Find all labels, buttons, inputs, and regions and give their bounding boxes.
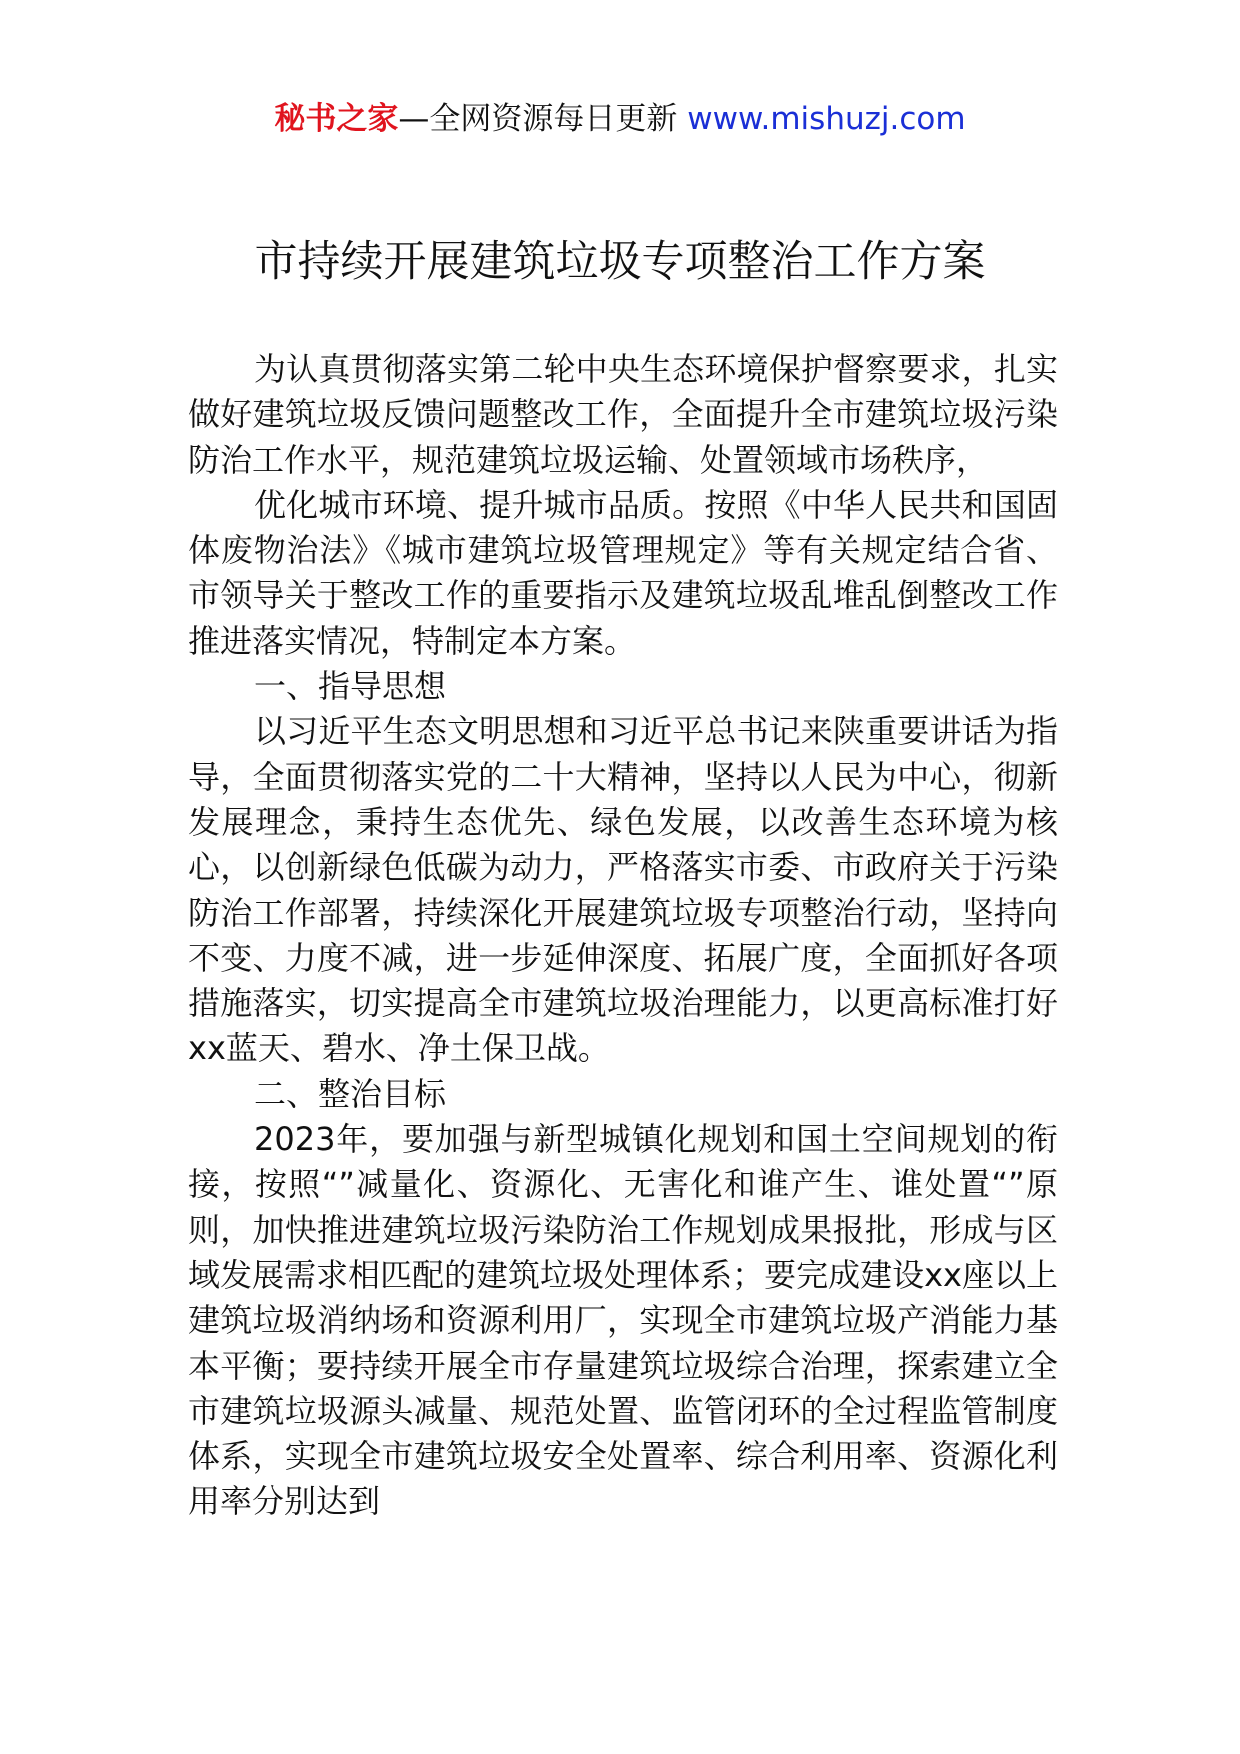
paragraph-targets: 2023年，要加强与新型城镇化规划和国土空间规划的衔接，按照“”减量化、资源化、无害化和谁产生、谁处置“”原则，加快推进建筑垃圾污染防治工作规划成果报批，形成与区域发展需求相匹配的建筑垃圾处理体系；要完成建设xx座以上建筑垃圾消纳场和资源利用厂，实现全市建筑垃圾产消能力基本平衡；要持续开展全市存量建筑垃圾综合治理，探索建立全市建筑垃圾源头减量、规范处置、监管闭环的全过程监管制度体系，实现全市建筑垃圾安全处置率、综合利用率、资源化利用率分别达到: [188, 1120, 1058, 1521]
paragraph-guiding-ideology: 以习近平生态文明思想和习近平总书记来陕重要讲话为指导，全面贯彻落实党的二十大精神，坚持以人民为中心，彻新发展理念，秉持生态优先、绿色发展，以改善生态环境为核心，以创新绿色低碳为动力，严格落实市委、市政府关于污染防治工作部署，持续深化开展建筑垃圾专项整治行动，坚持向不变、力度不减，进一步延伸深度、拓展广度，全面抓好各项措施落实，切实提高全市建筑垃圾治理能力，以更高标准打好xx蓝天、碧水、净土保卫战。: [188, 712, 1058, 1068]
paragraph-intro-2: 优化城市环境、提升城市品质。按照《中华人民共和国固体废物治法》《城市建筑垃圾管理规定》等有关规定结合省、市领导关于整改工作的重要指示及建筑垃圾乱堆乱倒整改工作推进落实情况，特制定本方案。: [188, 485, 1058, 660]
site-slogan: —全网资源每日更新: [398, 101, 678, 137]
document-title: 市持续开展建筑垃圾专项整治工作方案: [254, 237, 986, 287]
site-brand: 秘书之家: [274, 101, 399, 137]
document-body: [188, 347, 1058, 1525]
section-heading-guiding-ideology: 一、指导思想: [254, 667, 447, 706]
site-banner: [0, 98, 1240, 140]
section-heading-targets: 二、整治目标: [254, 1074, 447, 1113]
paragraph-intro-1: 为认真贯彻落实第二轮中央生态环境保护督察要求，扎实做好建筑垃圾反馈问题整改工作，全面提升全市建筑垃圾污染防治工作水平，规范建筑垃圾运输、处置领域市场秩序，: [188, 350, 1058, 479]
site-url[interactable]: www.mishuzj.com: [687, 101, 966, 137]
